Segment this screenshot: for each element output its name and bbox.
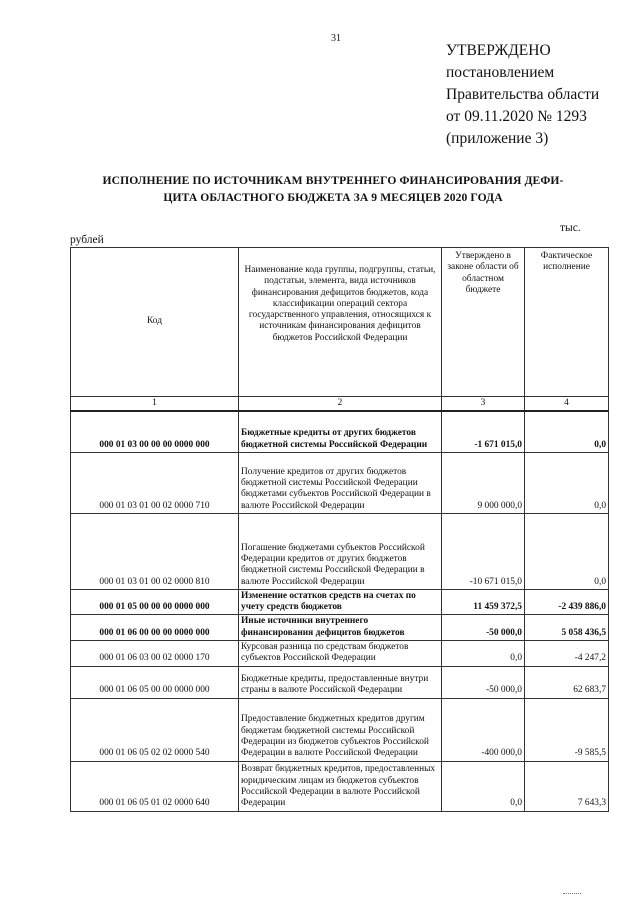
scan-speck	[563, 893, 581, 896]
column-number: 1	[71, 397, 239, 412]
units-label-part1: тыс.	[560, 222, 581, 234]
row-name: Бюджетные кредиты от других бюджетов бюджетной системы Российской Федерации	[239, 411, 442, 452]
row-actual-value: 5 058 436,5	[525, 615, 609, 641]
row-approved-value: 0,0	[442, 640, 525, 666]
row-actual-value: -4 247,2	[525, 640, 609, 666]
row-name: Курсовая разница по средствам бюджетов субъектов Российской Федерации	[239, 640, 442, 666]
approval-stamp	[446, 40, 599, 150]
table-row	[71, 589, 609, 615]
table-row	[71, 615, 609, 641]
header-approved: Утверждено в законе области об областном бюджете	[442, 248, 525, 397]
row-code: 000 01 06 03 00 02 0000 170	[71, 640, 239, 666]
header-code: Код	[71, 248, 239, 397]
row-actual-value: -9 585,5	[525, 698, 609, 761]
table-row	[71, 452, 609, 513]
column-number: 2	[239, 397, 442, 412]
financing-table	[70, 247, 609, 812]
row-name: Получение кредитов от других бюджетов бюджетной системы Российской Федерации бюджетами субъектов Российской Федерации в валюте Российской Федерации	[239, 452, 442, 513]
row-approved-value: -10 671 015,0	[442, 513, 525, 589]
title-line-1: ИСПОЛНЕНИЕ ПО ИСТОЧНИКАМ ВНУТРЕННЕГО ФИНАНСИРОВАНИЯ ДЕФИ-	[102, 174, 564, 187]
column-number: 4	[525, 397, 609, 412]
row-approved-value: 11 459 372,5	[442, 589, 525, 615]
row-name: Бюджетные кредиты, предоставленные внутри страны в валюте Российской Федерации	[239, 666, 442, 698]
row-name: Возврат бюджетных кредитов, предоставленных юридическим лицам из бюджетов субъектов Российской Федерации в валюте Российской Федерации	[239, 761, 442, 811]
table-row	[71, 640, 609, 666]
row-code: 000 01 03 00 00 00 0000 000	[71, 411, 239, 452]
approval-line-3: Правительства области	[446, 86, 600, 103]
row-approved-value: -50 000,0	[442, 615, 525, 641]
page-number: 31	[331, 33, 341, 44]
column-number: 3	[442, 397, 525, 412]
column-number-row	[71, 397, 609, 412]
title-line-2: ЦИТА ОБЛАСТНОГО БЮДЖЕТА ЗА 9 МЕСЯЦЕВ 2020 ГОДА	[163, 191, 503, 204]
row-approved-value: -1 671 015,0	[442, 411, 525, 452]
row-name: Изменение остатков средств на счетах по учету средств бюджетов	[239, 589, 442, 615]
header-actual: Фактическое исполнение	[525, 248, 609, 397]
table-row	[71, 666, 609, 698]
row-approved-value: -50 000,0	[442, 666, 525, 698]
table-header-row	[71, 248, 609, 397]
document-title	[70, 172, 596, 206]
units-label-part2: рублей	[70, 234, 104, 246]
row-code: 000 01 06 05 02 02 0000 540	[71, 698, 239, 761]
approval-line-1: УТВЕРЖДЕНО	[446, 42, 551, 59]
row-code: 000 01 05 00 00 00 0000 000	[71, 589, 239, 615]
row-actual-value: 0,0	[525, 411, 609, 452]
row-actual-value: 0,0	[525, 513, 609, 589]
row-code: 000 01 06 00 00 00 0000 000	[71, 615, 239, 641]
row-actual-value: 0,0	[525, 452, 609, 513]
row-name: Погашение бюджетами субъектов Российской Федерации кредитов от других бюджетов бюджетной системы Российской Федерации в валюте Российской Федерации	[239, 513, 442, 589]
row-approved-value: 9 000 000,0	[442, 452, 525, 513]
row-approved-value: 0,0	[442, 761, 525, 811]
row-code: 000 01 03 01 00 02 0000 810	[71, 513, 239, 589]
row-actual-value: -2 439 886,0	[525, 589, 609, 615]
row-code: 000 01 06 05 01 02 0000 640	[71, 761, 239, 811]
table-row	[71, 411, 609, 452]
table-row	[71, 513, 609, 589]
approval-line-2: постановлением	[446, 64, 555, 81]
approval-line-5: (приложение 3)	[446, 130, 549, 147]
table-row	[71, 761, 609, 811]
row-approved-value: -400 000,0	[442, 698, 525, 761]
row-code: 000 01 06 05 00 00 0000 000	[71, 666, 239, 698]
row-code: 000 01 03 01 00 02 0000 710	[71, 452, 239, 513]
row-actual-value: 7 643,3	[525, 761, 609, 811]
header-name: Наименование кода группы, подгруппы, статьи, подстатьи, элемента, вида источников финансирования дефицитов бюджетов, кода классификации операций сектора государственного управления, относящихся к источникам финансирования дефицитов бюджетов Российской Федерации	[239, 248, 442, 397]
row-actual-value: 62 683,7	[525, 666, 609, 698]
table-row	[71, 698, 609, 761]
row-name: Иные источники внутреннего финансирования дефицитов бюджетов	[239, 615, 442, 641]
approval-line-4: от 09.11.2020 № 1293	[446, 108, 587, 125]
row-name: Предоставление бюджетных кредитов другим бюджетам бюджетной системы Российской Федерации из бюджетов субъектов Российской Федерации в валюте Российской Федерации	[239, 698, 442, 761]
